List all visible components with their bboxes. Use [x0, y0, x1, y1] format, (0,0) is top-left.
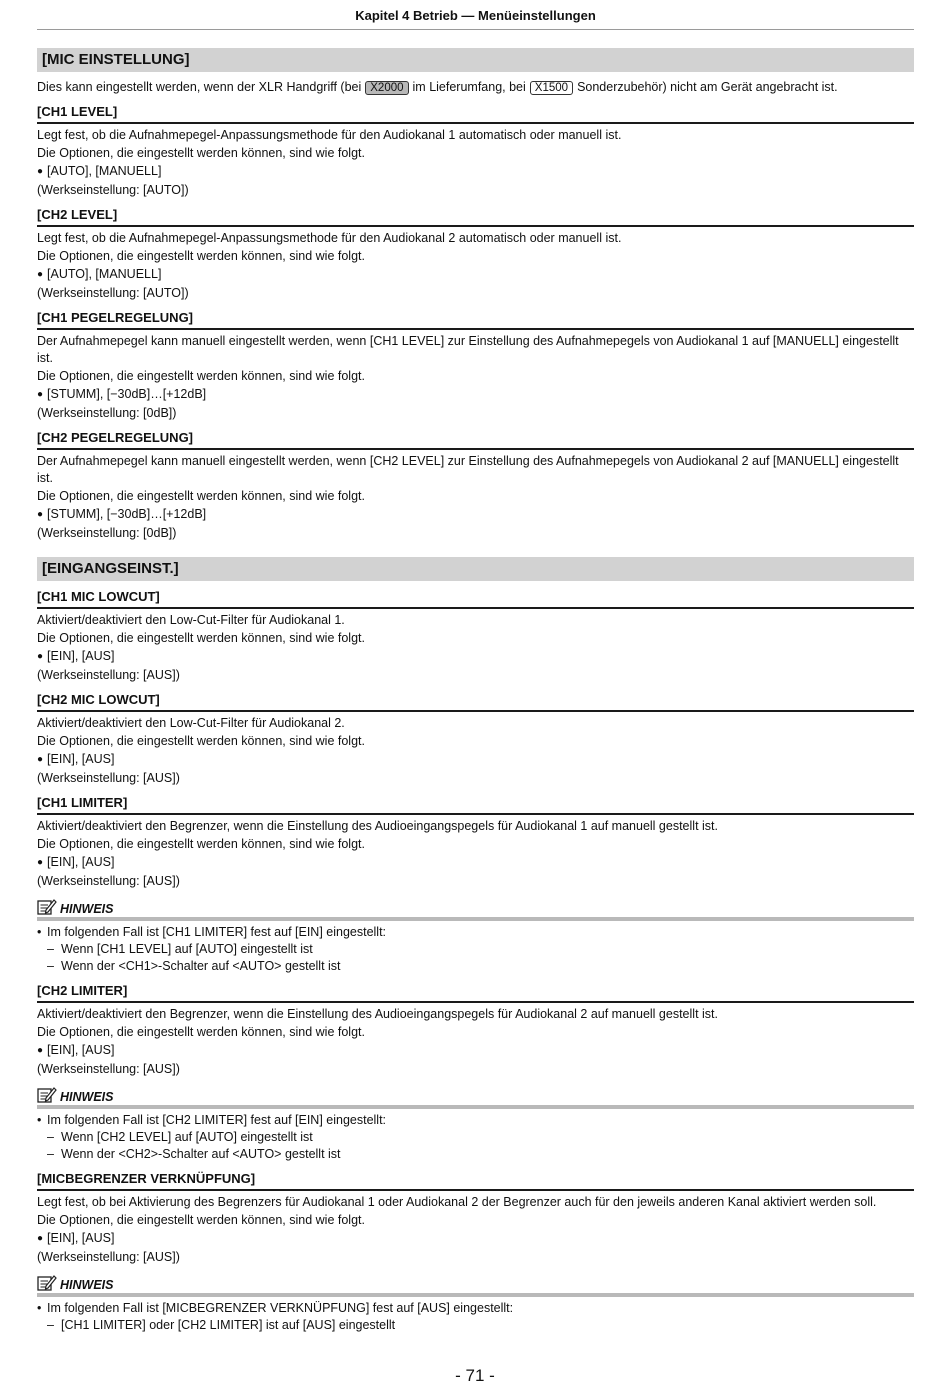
item-title: [CH2 LIMITER] [37, 983, 914, 1003]
note-item: • Im folgenden Fall ist [CH1 LIMITER] fest auf [EIN] eingestellt: [37, 924, 914, 941]
item-description: Aktiviert/deaktiviert den Low-Cut-Filter für Audiokanal 2. [37, 716, 345, 730]
page-header: Kapitel 4 Betrieb — Menüeinstellungen [37, 8, 914, 30]
item-options-intro: Die Optionen, die eingestellt werden können, sind wie folgt. [37, 249, 365, 263]
item-options-intro: Die Optionen, die eingestellt werden können, sind wie folgt. [37, 146, 365, 160]
note-subitem: – [CH1 LIMITER] oder [CH2 LIMITER] ist auf [AUS] eingestellt [37, 1317, 914, 1334]
item-default: (Werkseinstellung: [AUS]) [37, 874, 180, 888]
item-options-intro: Die Optionen, die eingestellt werden können, sind wie folgt. [37, 489, 365, 503]
hinweis-label: HINWEIS [60, 1278, 114, 1292]
mic-intro-text-2: im Lieferumfang, bei [412, 80, 526, 94]
item-default: (Werkseinstellung: [0dB]) [37, 526, 177, 540]
item-options: ● [EIN], [AUS] [37, 854, 914, 872]
section-title-input: [EINGANGSEINST.] [37, 557, 914, 581]
item-options: ● [EIN], [AUS] [37, 751, 914, 769]
item-options: ● [AUTO], [MANUELL] [37, 163, 914, 181]
note-subitem: – Wenn [CH2 LEVEL] auf [AUTO] eingestellt ist [37, 1129, 914, 1146]
item-default: (Werkseinstellung: [AUTO]) [37, 183, 189, 197]
hinweis-header [37, 898, 914, 921]
note-pencil-icon [37, 1086, 57, 1104]
mic-intro-text-3: Sonderzubehör) nicht am Gerät angebracht ist. [577, 80, 838, 94]
item-options: ● [EIN], [AUS] [37, 1042, 914, 1060]
item-title: [CH2 MIC LOWCUT] [37, 692, 914, 712]
item-options-intro: Die Optionen, die eingestellt werden können, sind wie folgt. [37, 631, 365, 645]
section-gap [37, 543, 914, 557]
item-options-intro: Die Optionen, die eingestellt werden können, sind wie folgt. [37, 1213, 365, 1227]
item-default: (Werkseinstellung: [AUS]) [37, 1250, 180, 1264]
item-options: ● [AUTO], [MANUELL] [37, 266, 914, 284]
hinweis-header [37, 1274, 914, 1297]
note-subitem: – Wenn [CH1 LEVEL] auf [AUTO] eingestellt ist [37, 941, 914, 958]
item-title: [CH1 LEVEL] [37, 104, 914, 124]
item-default: (Werkseinstellung: [0dB]) [37, 406, 177, 420]
item-options: ● [EIN], [AUS] [37, 648, 914, 666]
item-title: [CH2 PEGELREGELUNG] [37, 430, 914, 450]
item-title: [CH1 LIMITER] [37, 795, 914, 815]
item-description: Der Aufnahmepegel kann manuell eingestellt werden, wenn [CH1 LEVEL] zur Einstellung des Aufnahmepegels von Audiokanal 1 auf [MANUELL] eingestellt ist. [37, 334, 899, 365]
item-title: [CH1 PEGELREGELUNG] [37, 310, 914, 330]
item-description: Der Aufnahmepegel kann manuell eingestellt werden, wenn [CH2 LEVEL] zur Einstellung des Aufnahmepegels von Audiokanal 2 auf [MANUELL] eingestellt ist. [37, 454, 899, 485]
note-subitem: – Wenn der <CH2>-Schalter auf <AUTO> gestellt ist [37, 1146, 914, 1163]
section-title-mic: [MIC EINSTELLUNG] [37, 48, 914, 72]
hinweis-header [37, 1086, 914, 1109]
item-options-intro: Die Optionen, die eingestellt werden können, sind wie folgt. [37, 734, 365, 748]
item-options-intro: Die Optionen, die eingestellt werden können, sind wie folgt. [37, 1025, 365, 1039]
item-options-intro: Die Optionen, die eingestellt werden können, sind wie folgt. [37, 369, 365, 383]
item-options: ● [EIN], [AUS] [37, 1230, 914, 1248]
item-title: [CH1 MIC LOWCUT] [37, 589, 914, 609]
mic-intro [37, 79, 914, 96]
item-default: (Werkseinstellung: [AUS]) [37, 668, 180, 682]
item-options-intro: Die Optionen, die eingestellt werden können, sind wie folgt. [37, 837, 365, 851]
hinweis-label: HINWEIS [60, 902, 114, 916]
item-description: Legt fest, ob bei Aktivierung des Begrenzers für Audiokanal 1 oder Audiokanal 2 der Begrenzer auch für den jeweils anderen Kanal aktiviert werden soll. [37, 1195, 877, 1209]
item-options: ● [STUMM], [−30dB]…[+12dB] [37, 386, 914, 404]
item-default: (Werkseinstellung: [AUS]) [37, 771, 180, 785]
item-description: Aktiviert/deaktiviert den Begrenzer, wenn die Einstellung des Audioeingangspegels für Audiokanal 2 auf manuell gestellt ist. [37, 1007, 718, 1021]
item-description: Aktiviert/deaktiviert den Begrenzer, wenn die Einstellung des Audioeingangspegels für Audiokanal 1 auf manuell gestellt ist. [37, 819, 718, 833]
page-number: - 71 - [455, 1366, 495, 1385]
note-pencil-icon [37, 898, 57, 916]
item-default: (Werkseinstellung: [AUS]) [37, 1062, 180, 1076]
model-badge-x1500: X1500 [530, 81, 573, 95]
item-title: [MICBEGRENZER VERKNÜPFUNG] [37, 1171, 914, 1191]
note-item: • Im folgenden Fall ist [MICBEGRENZER VERKNÜPFUNG] fest auf [AUS] eingestellt: [37, 1300, 914, 1317]
item-default: (Werkseinstellung: [AUTO]) [37, 286, 189, 300]
mic-intro-text-1: Dies kann eingestellt werden, wenn der XLR Handgriff (bei [37, 80, 362, 94]
item-description: Legt fest, ob die Aufnahmepegel-Anpassungsmethode für den Audiokanal 2 automatisch oder manuell ist. [37, 231, 622, 245]
note-subitem: – Wenn der <CH1>-Schalter auf <AUTO> gestellt ist [37, 958, 914, 975]
item-description: Aktiviert/deaktiviert den Low-Cut-Filter für Audiokanal 1. [37, 613, 345, 627]
hinweis-label: HINWEIS [60, 1090, 114, 1104]
item-options: ● [STUMM], [−30dB]…[+12dB] [37, 506, 914, 524]
note-item: • Im folgenden Fall ist [CH2 LIMITER] fest auf [EIN] eingestellt: [37, 1112, 914, 1129]
model-badge-x2000: X2000 [365, 81, 408, 95]
item-description: Legt fest, ob die Aufnahmepegel-Anpassungsmethode für den Audiokanal 1 automatisch oder manuell ist. [37, 128, 622, 142]
item-title: [CH2 LEVEL] [37, 207, 914, 227]
page-content [37, 48, 914, 1334]
note-pencil-icon [37, 1274, 57, 1292]
